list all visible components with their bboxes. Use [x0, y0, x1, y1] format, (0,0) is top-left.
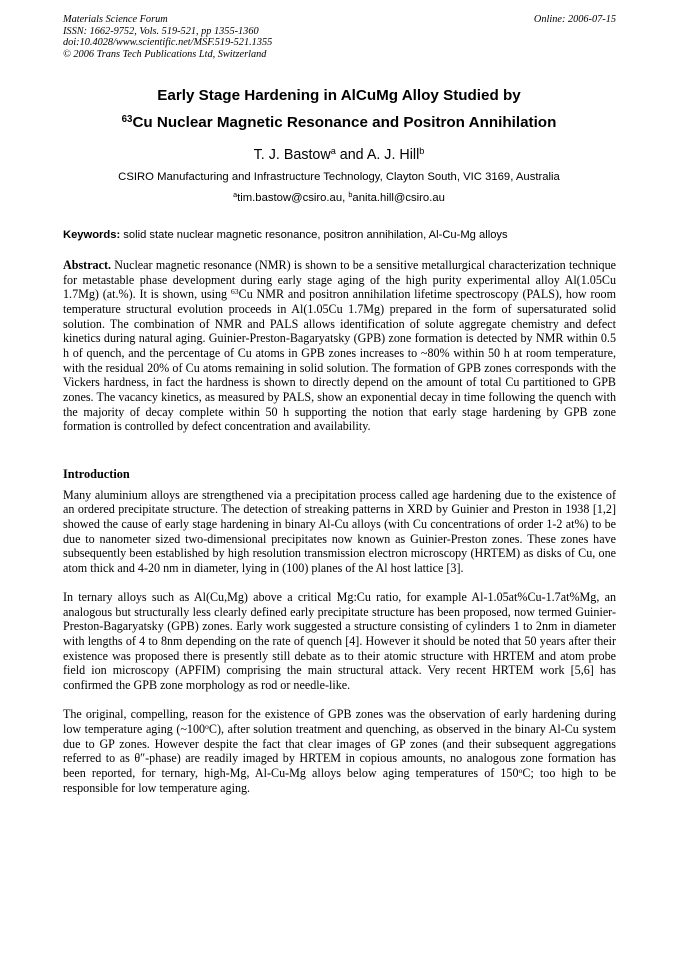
keywords-text: solid state nuclear magnetic resonance, positron annihilation, Al-Cu-Mg alloys — [120, 229, 508, 241]
paragraph — [63, 707, 616, 795]
email-address: tim.bastow@csiro.au, — [237, 192, 349, 204]
abstract-text: Nuclear magnetic resonance (NMR) is shown to be a sensitive metallurgical characterization technique for metastable phase development during early stage aging of the high purity experimental alloy Al(1.05Cu 1.7Mg) (at.%). It is shown, using — [63, 258, 616, 302]
paragraph: Many aluminium alloys are strengthened via a precipitation process called age hardening due to the existence of an ordered precipitate structure. The detection of streaking patterns in XRD by Guinier and Preston in 1938 [1,2] showed the cause of early stage hardening in binary Al-Cu alloys (with Cu concentrations of order 1-2 at%) to be due to nanometer sized two-dimensional precipitates now known as Guinier-Preston zones. These zones have subsequently been established by high resolution transmission electron microscopy (HRTEM) as disks of Cu, one atom thick and 4-20 nm in diameter, lying in (100) planes of the Al host lattice [3]. — [63, 487, 616, 575]
author-affiliation-mark: b — [419, 145, 425, 156]
title-line-2 — [40, 109, 638, 136]
email-mark: b — [348, 190, 353, 200]
author-affiliation-mark: a — [330, 145, 336, 156]
copyright-line: © 2006 Trans Tech Publications Ltd, Switzerland — [63, 48, 267, 60]
author-emails — [40, 191, 638, 206]
email-mark: a — [233, 190, 238, 200]
degree-superscript: o — [518, 765, 523, 775]
abstract — [63, 258, 616, 434]
issn-line: ISSN: 1662-9752, Vols. 519-521, pp 1355-1360 — [63, 25, 259, 37]
isotope-superscript: 63 — [121, 113, 133, 125]
author-name: T. J. Bastow — [253, 147, 331, 163]
keywords-label: Keywords: — [63, 229, 121, 241]
degree-superscript: o — [205, 721, 209, 731]
title-line-1: Early Stage Hardening in AlCuMg Alloy Studied by — [157, 87, 521, 104]
abstract-label: Abstract. — [63, 258, 112, 272]
doi-line: doi:10.4028/www.scientific.net/MSF.519-521.1355 — [63, 37, 273, 48]
author-separator: and — [335, 147, 367, 163]
paragraph-text: The original, compelling, reason for the existence of GPB zones was the observation of early hardening during low temperature aging (~100 — [63, 707, 616, 736]
email-address: anita.hill@csiro.au — [352, 192, 445, 204]
online-date: Online: 2006-07-15 — [533, 14, 616, 25]
journal-name: Materials Science Forum — [63, 14, 168, 25]
journal-header — [63, 14, 616, 60]
section-heading: Introduction — [63, 466, 130, 481]
affiliation: CSIRO Manufacturing and Infrastructure Technology, Clayton South, VIC 3169, Australia — [118, 171, 560, 183]
author-list — [40, 146, 638, 164]
abstract-text: Cu NMR and positron annihilation lifetime spectroscopy (PALS), how room temperature structural evolution proceeds in Al(1.05Cu 1.7Mg) prepared in the form of supersaturated solid solution. The combination of NMR and PALS allows identification of solute aggregate chemistry and defect kinetics during natural aging. Guinier-Preston-Bagaryatsky (GPB) zone formation is detected by NMR within 0.5 h of quench, and the percentage of Cu atoms in GPB zones increases to ~80% within 50 h at room temperature, with the residual 20% of Cu atoms remaining in solid solution. The formation of GPB zones corresponds with the Vickers hardness, in fact the hardness is shown to directly depend on the amount of total Cu partitioned to GPB zones. The vacancy kinetics, as measured by PALS, show an exponential decay in time following the quench with the majority of decay complete within 50 h supporting the notion that early stage hardening by GPB zone formation is controlled by defect concentration and availability. — [63, 287, 616, 434]
keywords — [63, 228, 619, 243]
paper-body — [63, 258, 616, 795]
paragraph-text: C; too high to be responsible for low temperature aging. — [63, 765, 616, 795]
title-line-2-text: Cu Nuclear Magnetic Resonance and Positron Annihilation — [132, 114, 557, 131]
paper-title — [40, 82, 638, 136]
paragraph: In ternary alloys such as Al(Cu,Mg) above a critical Mg:Cu ratio, for example Al-1.05at%Cu-1.7at%Mg, an analogous but structurally less clearly defined early precipitate structure has been proposed, now termed Guinier-Preston-Bagaryatsky (GPB) zones. Early work suggested a structure consisting of cylinders 1 to 2nm in diameter with lengths of 4 to 8nm depending on the rate of quench [4]. However it should be noted that 50 years after their existence was proposed there is presently still debate as to their atomic structure with HRTEM and atom probe field ion microscopy (APFIM) comprising the main structural attack. Very recent HRTEM work [5,6] has confirmed the GPB zone morphology as rod or needle-like. — [63, 590, 616, 692]
author-name: A. J. Hill — [366, 147, 420, 163]
paragraph-text: C), after solution treatment and quenching, as observed in the binary Al-Cu system due to GP zones. However despite the fact that clear images of GP zones (and their subsequent aggregations referred to as θ″-phase) are readily imaged by HRTEM in copious amounts, no analogous zone formation has been reported, for ternary, high-Mg, Al-Cu-Mg alloys below aging temperatures of 150 — [63, 721, 616, 780]
isotope-superscript: 63 — [230, 287, 239, 297]
